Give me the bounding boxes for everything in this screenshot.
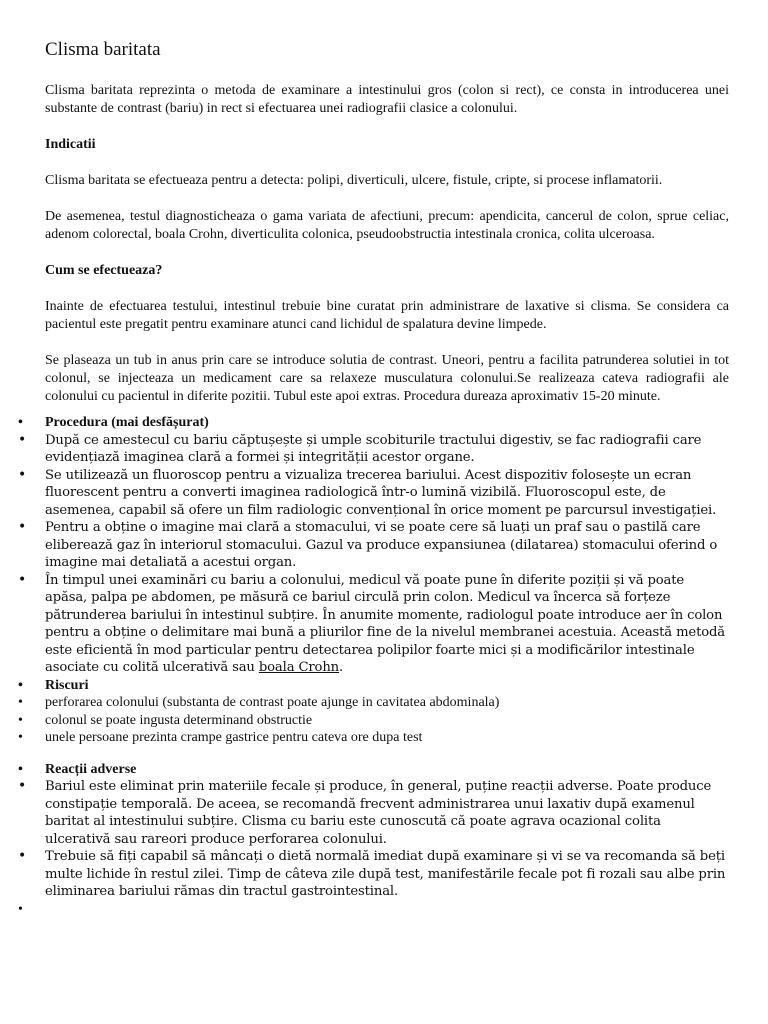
list-item: [0, 519, 729, 572]
list-item: [0, 761, 729, 779]
bullet-marker: •: [18, 519, 27, 535]
list-item-text: unele persoane prezinta crampe gastrice pentru cateva ore dupa test: [45, 730, 423, 745]
procedura-detail-heading: Procedura (mai desfășurat): [45, 415, 209, 430]
boala-crohn-link[interactable]: boala Crohn: [258, 660, 340, 675]
list-item: [0, 432, 729, 467]
list-item-text: perforarea colonului (substanta de contrast poate ajunge in cavitatea abdominala): [45, 695, 500, 710]
intro-paragraph: Clisma baritata reprezinta o metoda de examinare a intestinului gros (colon si rect), ce consta in introducerea unei substante de contrast (bariu) in rect si efectuarea unei radiografii clasice a colonului.: [45, 83, 729, 116]
bullet-marker: •: [18, 571, 27, 588]
reactii-heading: Reacții adverse: [45, 761, 137, 777]
list-item: [0, 848, 729, 901]
list-item: [0, 414, 729, 432]
list-item-text: colonul se poate ingusta determinand obstructie: [45, 712, 313, 728]
section-gap: [45, 751, 729, 761]
list-item-text: După ce amestecul cu bariu căptușește și umple scobiturile tractului digestiv, se fac radiografii care evidențiază imaginea clară a formei și integrității acestor organe.: [45, 432, 702, 465]
bullet-marker: •: [18, 730, 23, 745]
list-item: [0, 712, 729, 730]
procedura-bullet-list: [0, 414, 729, 747]
riscuri-heading: Riscuri: [45, 677, 89, 693]
bullet-marker: •: [18, 712, 23, 728]
list-item: [0, 467, 729, 520]
list-item: [0, 677, 729, 695]
list-item-suffix: .: [339, 660, 344, 675]
procedura-paragraph-1: Inainte de efectuarea testului, intestinul trebuie bine curatat prin administrare de laxative si clisma. Se considera ca pacientul este pregatit pentru examinare atunci cand lichidul de spalatura devine limpede.: [45, 299, 729, 332]
bullet-marker: •: [18, 415, 23, 430]
list-item-text: În timpul unei examinări cu bariu a colonului, medicul vă poate pune în diferite poziții și vă poate apăsa, palpa pe abdomen, pe măsură ce bariul circulă prin colon. Medicul va încerca să forțeze pătrunderea bariului în intestinul subțire. În anumite momente, radiologul poate introduce aer în colon pentru a obține o delimitare mai bună a pliurilor fine de la nivelul membranei acestuia. Această metodă este eficientă în mod particular pentru detectarea polipilor foarte mici și a modificărilor intestinale asociate cu colită ulcerativă sau: [45, 572, 726, 675]
bullet-marker: •: [18, 761, 23, 777]
bullet-marker: •: [18, 677, 23, 693]
reactii-bullet-list: [0, 761, 729, 919]
indicatii-paragraph-1: Clisma baritata se efectueaza pentru a detecta: polipi, diverticuli, ulcere, fistule, cripte, si procese inflamatorii.: [45, 173, 663, 188]
list-item: [0, 572, 729, 677]
list-item-text: Pentru a obține o imagine mai clară a stomacului, vi se poate cere să luați un praf sau o pastilă care eliberează gaz în interiorul stomacului. Gazul va produce expansiunea (dilatarea) stomacului oferind o imagine mai detaliată a acestui organ.: [45, 520, 718, 570]
document-title: Clisma baritata: [45, 39, 161, 60]
bullet-marker: •: [18, 901, 23, 917]
indicatii-heading: Indicatii: [45, 137, 96, 152]
bullet-marker: •: [18, 695, 23, 710]
bullet-marker: •: [18, 778, 27, 794]
document-content: [18, 38, 729, 922]
list-item-text: Se utilizează un fluoroscop pentru a vizualiza trecerea bariului. Acest dispozitiv folosește un ecran fluorescent pentru a converti imaginea radiologică într-o lumină vizibilă. Fluoroscopul este, de asemenea, capabil să ofere un film radiologic convențional în orice moment pe parcursul investigației.: [45, 467, 717, 518]
list-item: [0, 778, 729, 848]
list-item: [0, 694, 729, 712]
list-item-empty: [0, 901, 729, 919]
procedura-paragraph-2: Se plaseaza un tub in anus prin care se introduce solutia de contrast. Uneori, pentru a facilita patrunderea solutiei in tot colonul, se injecteaza un medicament care sa relaxeze musculatura colonului.Se realizeaza cateva radiografii ale colonului cu pacientul in diferite pozitii. Tubul este apoi extras. Procedura dureaza aproximativ 15-20 minute.: [45, 353, 729, 404]
list-item: [0, 729, 729, 747]
list-item-text: Bariul este eliminat prin materiile fecale și produce, în general, puține reacții adverse. Poate produce constipație temporală. De aceea, se recomandă frecvent administrarea unui laxativ după examenul baritat al intestinului subțire. Clisma cu bariu este cunoscută că poate agrava ocazional colita ulcerativă sau rareori produce perforarea colonului.: [45, 779, 712, 847]
indicatii-paragraph-2: De asemenea, testul diagnosticheaza o gama variata de afectiuni, precum: apendicita, cancerul de colon, sprue celiac, adenom colorectal, boala Crohn, diverticulita colonica, pseudoobstructia intestinala cronica, colita ulceroasa.: [45, 209, 729, 242]
bullet-marker: •: [18, 848, 27, 864]
bullet-marker: •: [18, 431, 27, 448]
procedura-heading: Cum se efectueaza?: [45, 263, 163, 278]
list-item-text: Trebuie să fiți capabil să mâncați o dietă normală imediat după examinare și vi se va recomanda să beți multe lichide în restul zilei. Timp de câteva zile după test, manifestările fecale pot fi rozali sau albe prin eliminarea bariului rămas din tractul gastrointestinal.: [45, 849, 726, 899]
bullet-marker: •: [18, 466, 27, 483]
